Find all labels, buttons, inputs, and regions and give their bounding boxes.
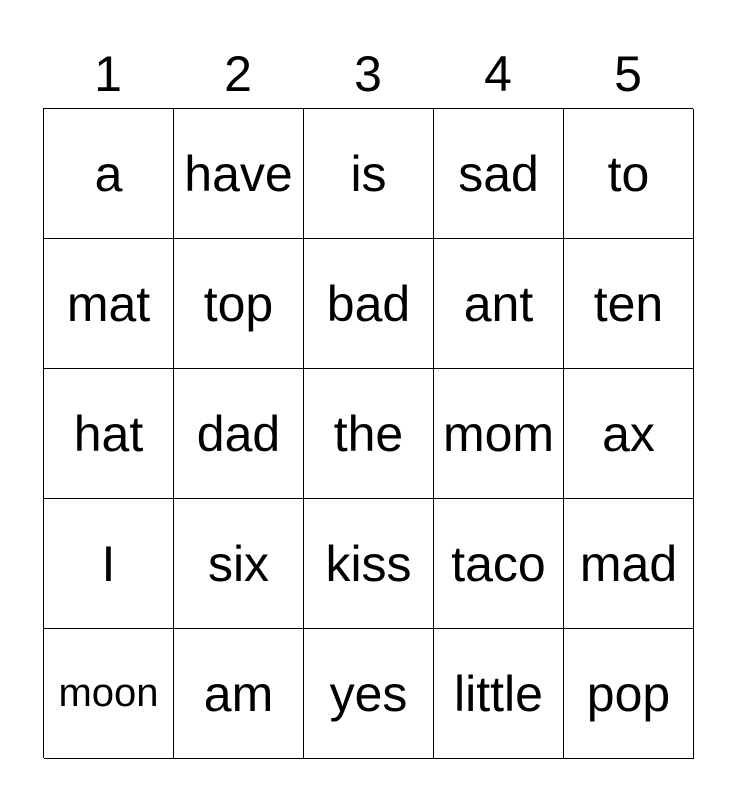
column-number-3: 3 bbox=[354, 46, 382, 102]
bingo-cell: I bbox=[44, 499, 174, 629]
bingo-cell: ax bbox=[564, 369, 694, 499]
bingo-cell: a bbox=[44, 109, 174, 239]
bingo-cell: hat bbox=[44, 369, 174, 499]
bingo-board bbox=[43, 108, 693, 758]
bingo-cell: am bbox=[174, 629, 304, 759]
bingo-cell: mat bbox=[44, 239, 174, 369]
bingo-cell: bad bbox=[304, 239, 434, 369]
bingo-cell: ten bbox=[564, 239, 694, 369]
bingo-cell: the bbox=[304, 369, 434, 499]
bingo-cell: mad bbox=[564, 499, 694, 629]
bingo-cell: is bbox=[304, 109, 434, 239]
bingo-cell: six bbox=[174, 499, 304, 629]
column-number-5: 5 bbox=[614, 46, 642, 102]
bingo-cell: pop bbox=[564, 629, 694, 759]
column-number-2: 2 bbox=[224, 46, 252, 102]
bingo-cell: little bbox=[434, 629, 564, 759]
column-number-4: 4 bbox=[484, 46, 512, 102]
bingo-cell: dad bbox=[174, 369, 304, 499]
bingo-cell: taco bbox=[434, 499, 564, 629]
column-number-1: 1 bbox=[94, 46, 122, 102]
bingo-cell: sad bbox=[434, 109, 564, 239]
bingo-cell: moon bbox=[44, 629, 174, 759]
bingo-cell: to bbox=[564, 109, 694, 239]
bingo-cell: mom bbox=[434, 369, 564, 499]
bingo-cell: yes bbox=[304, 629, 434, 759]
bingo-cell: kiss bbox=[304, 499, 434, 629]
bingo-cell: top bbox=[174, 239, 304, 369]
bingo-cell: have bbox=[174, 109, 304, 239]
column-number-header bbox=[43, 40, 693, 108]
bingo-cell: ant bbox=[434, 239, 564, 369]
